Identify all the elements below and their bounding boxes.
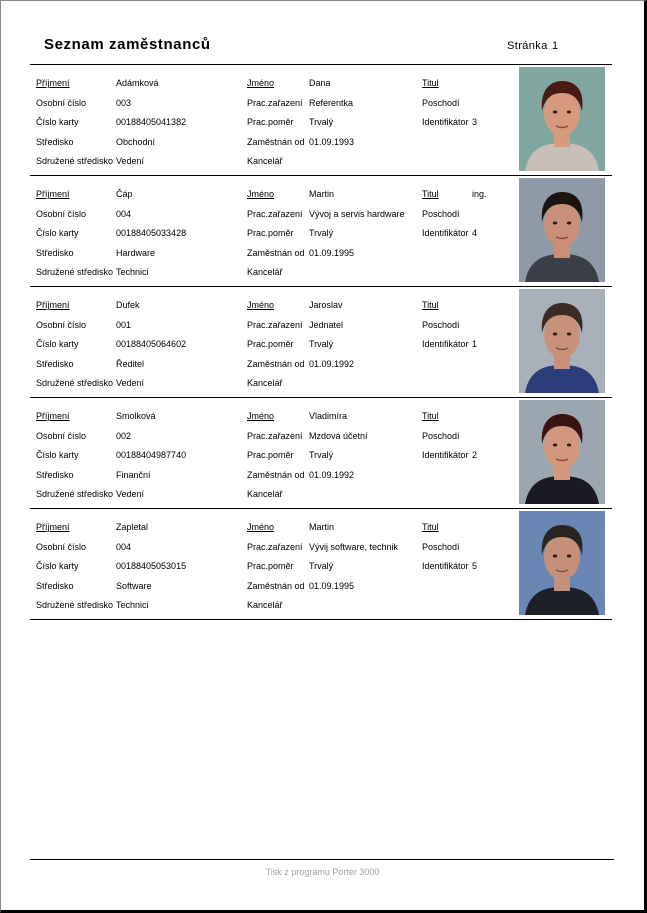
label-personal-number: Osobní číslo [36, 542, 87, 552]
employee-record [1, 509, 641, 619]
value-position: Vývij software, technik [309, 542, 399, 552]
label-surname: Příjmení [36, 522, 70, 532]
value-joint-department: Vedení [116, 378, 145, 388]
value-employment: Trvalý [309, 450, 334, 460]
label-title: Titul [422, 300, 439, 310]
label-surname: Příjmení [36, 300, 70, 310]
label-employment: Prac.poměr [247, 450, 294, 460]
label-office: Kancelář [247, 600, 283, 610]
value-identifier: 2 [472, 450, 478, 460]
label-floor: Poschodí [422, 320, 460, 330]
label-identifier: Identifikátor [422, 339, 469, 349]
label-department: Středisko [36, 137, 74, 147]
value-first-name: Vladimíra [309, 411, 348, 421]
employee-photo [519, 400, 605, 504]
label-position: Prac.zařazení [247, 320, 303, 330]
value-joint-department: Technici [116, 600, 149, 610]
label-identifier: Identifikátor [422, 228, 469, 238]
label-first-name: Jméno [247, 189, 275, 199]
label-first-name: Jméno [247, 411, 275, 421]
label-first-name: Jméno [247, 78, 275, 88]
label-employment: Prac.poměr [247, 339, 294, 349]
value-personal-number: 001 [116, 320, 132, 330]
label-office: Kancelář [247, 267, 283, 277]
label-card-number: Číslo karty [36, 450, 79, 460]
label-office: Kancelář [247, 489, 283, 499]
label-title: Titul [422, 522, 439, 532]
label-first-name: Jméno [247, 522, 275, 532]
employee-record [1, 176, 641, 286]
value-card-number: 00188405053015 [116, 561, 187, 571]
record-separator [30, 619, 612, 620]
value-surname: Smolková [116, 411, 156, 421]
label-surname: Příjmení [36, 78, 70, 88]
value-employment: Trvalý [309, 339, 334, 349]
value-joint-department: Vedení [116, 156, 145, 166]
value-personal-number: 003 [116, 98, 132, 108]
value-card-number: 00188404987740 [116, 450, 187, 460]
employee-record [1, 65, 641, 175]
employee-record [1, 398, 641, 508]
label-title: Titul [422, 411, 439, 421]
label-joint-department: Sdružené středisko [36, 378, 114, 388]
label-position: Prac.zařazení [247, 542, 303, 552]
value-joint-department: Technici [116, 267, 149, 277]
label-department: Středisko [36, 581, 74, 591]
label-employed-since: Zaměstnán od [247, 359, 305, 369]
page-label: Stránka [507, 40, 548, 52]
value-surname: Čáp [116, 189, 133, 199]
value-employment: Trvalý [309, 561, 334, 571]
label-first-name: Jméno [247, 300, 275, 310]
label-floor: Poschodí [422, 98, 460, 108]
value-position: Vývoj a servis hardware [309, 209, 405, 219]
label-personal-number: Osobní číslo [36, 431, 87, 441]
value-surname: Adámková [116, 78, 159, 88]
label-joint-department: Sdružené středisko [36, 600, 114, 610]
value-employed-since: 01.09.1995 [309, 581, 355, 591]
label-title: Titul [422, 189, 439, 199]
label-floor: Poschodí [422, 209, 460, 219]
label-employment: Prac.poměr [247, 561, 294, 571]
label-card-number: Číslo karty [36, 561, 79, 571]
value-employment: Trvalý [309, 117, 334, 127]
value-first-name: Jaroslav [309, 300, 343, 310]
value-position: Mzdová účetní [309, 431, 368, 441]
value-card-number: 00188405064602 [116, 339, 187, 349]
label-office: Kancelář [247, 156, 283, 166]
label-employed-since: Zaměstnán od [247, 581, 305, 591]
label-surname: Příjmení [36, 189, 70, 199]
label-joint-department: Sdružené středisko [36, 267, 114, 277]
value-department: Software [116, 581, 152, 591]
value-employed-since: 01.09.1992 [309, 359, 355, 369]
label-identifier: Identifikátor [422, 561, 469, 571]
value-first-name: Martin [309, 189, 335, 199]
label-identifier: Identifikátor [422, 117, 469, 127]
value-employed-since: 01.09.1993 [309, 137, 355, 147]
label-department: Středisko [36, 248, 74, 258]
value-employed-since: 01.09.1995 [309, 248, 355, 258]
label-employment: Prac.poměr [247, 228, 294, 238]
value-identifier: 3 [472, 117, 478, 127]
value-first-name: Martin [309, 522, 335, 532]
value-personal-number: 004 [116, 542, 132, 552]
label-department: Středisko [36, 470, 74, 480]
label-personal-number: Osobní číslo [36, 320, 87, 330]
value-first-name: Dana [309, 78, 331, 88]
value-identifier: 4 [472, 228, 478, 238]
value-personal-number: 004 [116, 209, 132, 219]
label-personal-number: Osobní číslo [36, 98, 87, 108]
label-joint-department: Sdružené středisko [36, 156, 114, 166]
value-personal-number: 002 [116, 431, 132, 441]
value-card-number: 00188405041382 [116, 117, 187, 127]
label-position: Prac.zařazení [247, 98, 303, 108]
label-identifier: Identifikátor [422, 450, 469, 460]
value-department: Obchodní [116, 137, 156, 147]
label-floor: Poschodí [422, 542, 460, 552]
value-identifier: 1 [472, 339, 478, 349]
employee-record [1, 287, 641, 397]
label-title: Titul [422, 78, 439, 88]
label-card-number: Číslo karty [36, 228, 79, 238]
label-floor: Poschodí [422, 431, 460, 441]
label-surname: Příjmení [36, 411, 70, 421]
employee-photo [519, 511, 605, 615]
label-department: Středisko [36, 359, 74, 369]
label-employed-since: Zaměstnán od [247, 137, 305, 147]
value-department: Ředitel [116, 359, 145, 369]
label-personal-number: Osobní číslo [36, 209, 87, 219]
label-office: Kancelář [247, 378, 283, 388]
footer-rule [30, 859, 614, 860]
value-department: Finanční [116, 470, 151, 480]
value-identifier: 5 [472, 561, 478, 571]
label-position: Prac.zařazení [247, 209, 303, 219]
footer-text: Tisk z programu Porter 3000 [265, 867, 380, 877]
value-surname: Zapletal [116, 522, 149, 532]
label-employed-since: Zaměstnán od [247, 470, 305, 480]
employee-photo [519, 178, 605, 282]
label-employment: Prac.poměr [247, 117, 294, 127]
value-card-number: 00188405033428 [116, 228, 187, 238]
label-joint-department: Sdružené středisko [36, 489, 114, 499]
value-department: Hardware [116, 248, 156, 258]
value-joint-department: Vedení [116, 489, 145, 499]
page-number: 1 [552, 40, 559, 52]
value-employed-since: 01.09.1992 [309, 470, 355, 480]
employee-photo [519, 289, 605, 393]
value-position: Referentka [309, 98, 354, 108]
page-title: Seznam zaměstnanců [44, 36, 211, 53]
label-card-number: Číslo karty [36, 117, 79, 127]
value-title: ing. [472, 189, 487, 199]
label-card-number: Číslo karty [36, 339, 79, 349]
value-surname: Dufek [116, 300, 140, 310]
value-employment: Trvalý [309, 228, 334, 238]
value-position: Jednatel [309, 320, 344, 330]
label-position: Prac.zařazení [247, 431, 303, 441]
employee-photo [519, 67, 605, 171]
label-employed-since: Zaměstnán od [247, 248, 305, 258]
